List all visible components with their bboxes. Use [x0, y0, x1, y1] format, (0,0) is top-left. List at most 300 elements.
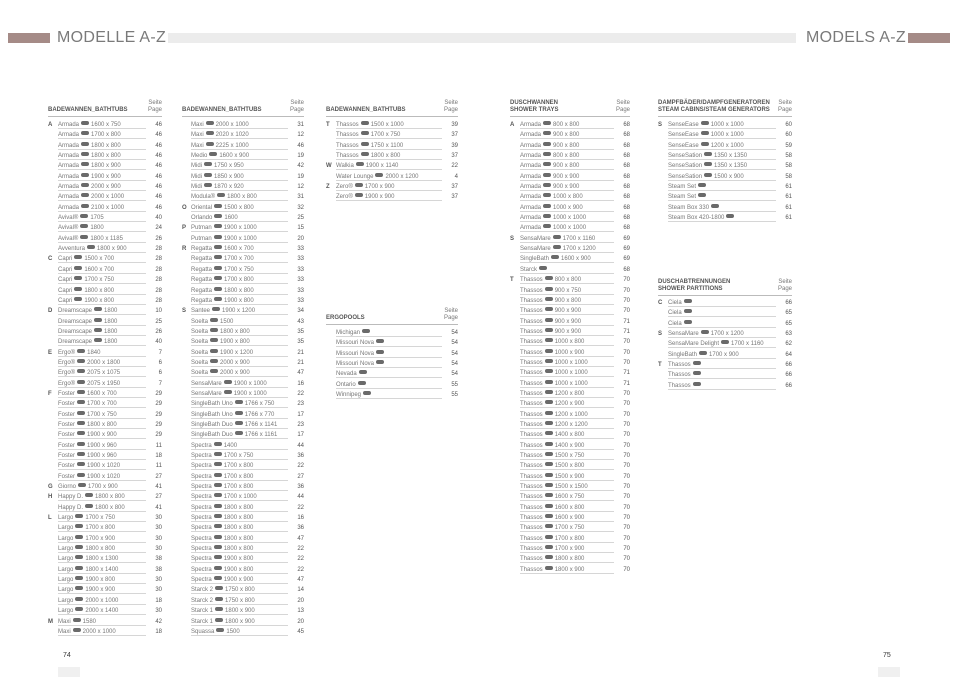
shape-icon [545, 493, 553, 497]
model-row [326, 349, 458, 359]
index-letter: T [510, 277, 514, 284]
page-number: 12 [297, 132, 304, 139]
model-name: Thassos [520, 525, 543, 532]
shape-icon [356, 162, 364, 166]
shape-icon [77, 421, 85, 425]
model-entry [520, 244, 614, 253]
shape-icon [206, 142, 214, 146]
model-entry [520, 306, 614, 315]
model-name: Spectra [191, 504, 212, 511]
column-heading [326, 96, 458, 117]
model-dimensions: 1900 x 1200 [222, 308, 256, 315]
model-entry [191, 337, 288, 346]
page-number: 59 [785, 142, 792, 149]
model-name: Spectra [191, 546, 212, 553]
model-row [510, 213, 630, 223]
model-entry [191, 575, 288, 584]
page-number: 13 [297, 608, 304, 615]
model-name: Spectra [191, 453, 212, 459]
model-entry [520, 503, 614, 512]
model-dimensions: 1700 x 700 [87, 401, 117, 408]
shape-icon [77, 411, 85, 415]
model-entry [58, 223, 146, 232]
page-number: 27 [155, 473, 162, 480]
index-letter: S [510, 235, 515, 242]
model-row [48, 430, 162, 440]
model-name: Thassos [520, 421, 543, 428]
model-dimensions: 1700 x 800 [91, 132, 121, 139]
model-dimensions: 1700 x 750 [370, 132, 401, 139]
model-name: Dreamscape [58, 328, 93, 335]
model-entry [191, 141, 288, 150]
shape-icon [214, 214, 222, 218]
model-name: Winnipeg [336, 392, 362, 399]
model-row [48, 130, 162, 140]
model-entry [58, 575, 146, 584]
shape-icon [376, 339, 384, 343]
model-name: Foster [58, 401, 76, 408]
model-name: SensaMare [191, 380, 222, 387]
model-entry [191, 151, 288, 160]
model-row [48, 410, 162, 420]
model-row [510, 544, 630, 554]
shape-icon [77, 380, 85, 384]
model-name: Ciela [668, 310, 682, 317]
shape-icon [545, 504, 553, 508]
model-name: Orlando [191, 215, 213, 222]
model-row [48, 286, 162, 296]
model-entry [336, 130, 442, 139]
page-number: 62 [785, 341, 792, 348]
model-name: Thassos [520, 494, 543, 501]
model-dimensions: 1600 x 800 [554, 504, 585, 511]
model-dimensions: 800 x 800 [553, 122, 580, 128]
model-row [182, 430, 304, 440]
model-entry [58, 617, 146, 626]
page-number: 22 [297, 566, 304, 573]
shape-icon [75, 555, 83, 559]
model-dimensions: 1800 x 900 [96, 246, 127, 253]
model-entry [336, 151, 442, 160]
model-entry [520, 348, 614, 357]
model-name: Ciela [668, 320, 682, 327]
model-row [510, 306, 630, 316]
page-number: 54 [451, 361, 458, 368]
model-dimensions: 1350 x 1350 [714, 153, 748, 160]
model-row [48, 182, 162, 192]
column-title: DAMPFBÄDER/DAMPFGENERATOREN STEAM CABINS/STEAM GENERATORS [658, 100, 770, 113]
shape-icon [214, 255, 222, 259]
model-name: Armada [58, 132, 80, 139]
model-dimensions: 1900 x 1020 [87, 463, 121, 470]
page-number: 66 [785, 362, 792, 369]
shape-icon [684, 299, 692, 303]
shape-icon [214, 235, 222, 239]
shape-icon [235, 431, 243, 435]
model-dimensions: 1766 x 1161 [244, 432, 278, 439]
model-name: Thassos [520, 349, 543, 356]
model-name: SenseEase [668, 132, 699, 139]
model-row [326, 120, 458, 130]
page-number: 41 [155, 504, 162, 511]
header-accent-right [908, 33, 950, 43]
model-row [658, 172, 792, 182]
model-name: Armada [520, 142, 542, 149]
model-name: Thassos [336, 132, 359, 139]
shape-icon [210, 318, 218, 322]
model-dimensions: 1700 x 900 [88, 484, 118, 491]
page-number: 42 [155, 618, 162, 625]
index-column [658, 96, 792, 223]
model-dimensions: 1000 x 1000 [553, 225, 587, 232]
model-entry [58, 379, 146, 388]
model-dimensions: 1800 x 800 [91, 153, 121, 160]
index-letter: D [48, 308, 53, 315]
model-entry [336, 192, 442, 201]
index-letter: G [48, 484, 53, 491]
page-number: 30 [155, 577, 162, 584]
model-name: Armada [520, 163, 542, 170]
model-entry [668, 319, 776, 328]
model-entry [58, 306, 146, 315]
model-row [182, 368, 304, 378]
model-dimensions: 1500 x 700 [84, 256, 115, 263]
model-entry [191, 451, 288, 460]
model-entry [336, 390, 442, 399]
model-name: Starck [520, 266, 538, 273]
page-number: 70 [623, 287, 630, 294]
page-number: 28 [155, 246, 162, 253]
model-name: Armada [520, 132, 542, 139]
model-name: Foster [58, 442, 76, 449]
model-entry [336, 161, 442, 170]
page-number: 17 [297, 411, 304, 418]
model-row [48, 223, 162, 233]
model-entry [191, 617, 288, 626]
model-name: Regatta [191, 287, 213, 294]
shape-icon [77, 369, 85, 373]
model-dimensions: 1000 x 800 [553, 194, 583, 201]
model-row [510, 151, 630, 161]
model-row [182, 275, 304, 285]
model-entry [58, 513, 146, 522]
page-number: 71 [623, 370, 630, 377]
model-name: SensaMare [668, 331, 699, 338]
model-row [48, 399, 162, 409]
model-entry [520, 130, 614, 139]
model-entry [668, 120, 776, 129]
model-row [182, 161, 304, 171]
model-entry [58, 327, 146, 336]
page-number: 70 [623, 339, 630, 346]
model-dimensions: 1580 [82, 618, 97, 625]
shape-icon [81, 131, 89, 135]
index-letter: M [48, 618, 53, 625]
page-number: 37 [451, 153, 458, 160]
model-name: Capri [58, 277, 73, 284]
model-dimensions: 1900 x 1140 [365, 163, 399, 170]
model-row [658, 120, 792, 130]
shape-icon [376, 360, 384, 364]
model-row [48, 234, 162, 244]
model-dimensions: 2000 x 1000 [91, 194, 125, 201]
model-row [182, 399, 304, 409]
shape-icon [74, 287, 82, 291]
page-number: 46 [155, 204, 162, 211]
shape-icon [701, 142, 709, 146]
model-name: SingleBath Uno [191, 401, 233, 408]
model-name: Maxi [191, 142, 204, 149]
model-dimensions: 1750 x 800 [225, 597, 255, 604]
page-number: 54 [451, 340, 458, 347]
model-name: Regatta [191, 277, 213, 284]
model-dimensions: 1800 x 800 [370, 153, 401, 160]
model-dimensions: 900 x 800 [553, 132, 580, 139]
model-name: Spectra [191, 535, 212, 542]
page-number: 33 [297, 266, 304, 273]
model-row [510, 172, 630, 182]
model-dimensions: 1800 x 800 [227, 194, 257, 201]
shape-icon [545, 462, 553, 466]
shape-icon [74, 276, 82, 280]
shape-icon [704, 152, 712, 156]
model-row [182, 482, 304, 492]
page-number: 26 [155, 235, 162, 242]
model-row [48, 513, 162, 523]
page-number: 33 [297, 246, 304, 253]
page-number: 60 [785, 122, 792, 128]
model-dimensions: 1500 x 900 [714, 173, 744, 180]
shape-icon [235, 411, 243, 415]
page-number: 54 [451, 350, 458, 357]
page-number: 68 [623, 215, 630, 222]
page-number: 24 [155, 225, 162, 232]
page-number: 70 [623, 546, 630, 553]
model-entry [668, 161, 776, 170]
model-name: Thassos [520, 411, 543, 418]
page-number: 58 [785, 163, 792, 170]
model-entry [191, 234, 288, 243]
model-entry [520, 513, 614, 522]
model-row [48, 523, 162, 533]
model-row [658, 370, 792, 380]
shape-icon [210, 349, 218, 353]
shape-icon [85, 504, 93, 508]
model-dimensions: 1700 x 750 [84, 277, 115, 284]
page-number: 6 [158, 370, 162, 377]
model-name: Largo [58, 525, 74, 532]
model-name: Thassos [336, 122, 359, 128]
model-name: Thassos [520, 318, 543, 325]
model-row [182, 585, 304, 595]
model-entry [58, 265, 146, 274]
model-entry [58, 410, 146, 419]
model-row [326, 328, 458, 338]
shape-icon [545, 400, 553, 404]
model-dimensions: 800 x 800 [554, 277, 582, 284]
model-entry [520, 420, 614, 429]
model-name: Ergo® [58, 359, 76, 366]
model-name: Spectra [191, 484, 212, 491]
model-entry [191, 182, 288, 191]
shape-icon [87, 245, 95, 249]
model-dimensions: 2000 x 1200 [385, 173, 419, 180]
model-entry [336, 369, 442, 378]
shape-icon [206, 131, 214, 135]
page-number: 46 [155, 132, 162, 139]
model-name: Thassos [520, 308, 543, 315]
model-dimensions: 1900 x 960 [87, 442, 117, 449]
shape-icon [204, 183, 212, 187]
model-row [326, 172, 458, 182]
model-entry [58, 451, 146, 460]
model-entry [668, 172, 776, 181]
model-name: Soelta [191, 359, 209, 366]
shape-icon [81, 121, 89, 125]
model-row [182, 130, 304, 140]
page-number: 66 [785, 300, 792, 306]
shape-icon [701, 330, 709, 334]
model-entry [58, 554, 146, 563]
model-row [182, 461, 304, 471]
model-dimensions: 1800 x 800 [223, 504, 254, 511]
model-row [510, 399, 630, 409]
model-dimensions: 1800 x 800 [223, 546, 254, 553]
page-number: 70 [623, 504, 630, 511]
model-dimensions: 1000 x 1000 [554, 380, 588, 387]
model-entry [191, 472, 288, 481]
page-number: 19 [297, 153, 304, 160]
shape-icon [355, 193, 363, 197]
model-name: Foster [58, 453, 76, 459]
model-dimensions: 1800 x 800 [95, 504, 125, 511]
model-dimensions: 1800 x 800 [220, 328, 250, 335]
shape-icon [693, 361, 701, 365]
model-entry [58, 389, 146, 398]
model-row [510, 286, 630, 296]
page-number: 37 [451, 194, 458, 201]
shape-icon [75, 597, 83, 601]
model-entry [520, 461, 614, 470]
model-name: Steam Box 330 [668, 204, 710, 211]
model-name: Steam Box 420-1800 [668, 215, 725, 222]
page-number: 22 [451, 163, 458, 170]
model-entry [668, 329, 776, 338]
shape-icon [545, 369, 553, 373]
model-row [510, 161, 630, 171]
model-dimensions: 1700 x 800 [224, 277, 254, 284]
model-name: SingleBath Uno [191, 411, 233, 418]
shape-icon [75, 586, 83, 590]
model-dimensions: 1900 x 900 [364, 194, 395, 201]
shape-icon [81, 152, 89, 156]
index-letter: T [326, 122, 330, 128]
model-row [48, 461, 162, 471]
page-number-right: 75 [883, 652, 891, 659]
page-number: 68 [623, 225, 630, 232]
model-row [48, 161, 162, 171]
model-name: Armada [58, 153, 80, 160]
model-name: Regatta [191, 246, 213, 253]
model-list [658, 298, 792, 391]
model-name: Oriental [191, 204, 213, 211]
model-entry [191, 389, 288, 398]
model-name: Thassos [520, 380, 543, 387]
model-row [510, 234, 630, 244]
shape-icon [77, 359, 85, 363]
page-number: 70 [623, 535, 630, 542]
page-label: Seite Page [777, 279, 792, 292]
model-entry [191, 203, 288, 212]
page-number: 44 [297, 442, 304, 449]
index-column-section [326, 304, 458, 400]
model-entry [520, 389, 614, 398]
column-title: BADEWANNEN_BATHTUBS [48, 107, 128, 113]
shape-icon [75, 576, 83, 580]
shape-icon [235, 400, 243, 404]
page-number: 70 [623, 473, 630, 480]
shape-icon [210, 338, 218, 342]
index-letter: W [326, 163, 332, 170]
shape-icon [75, 566, 83, 570]
model-row [48, 306, 162, 316]
model-entry [58, 120, 146, 129]
model-name: Soelta [191, 328, 209, 335]
page-number: 33 [297, 256, 304, 263]
model-name: Michigan [336, 330, 361, 336]
model-row [510, 223, 630, 233]
shape-icon [704, 173, 712, 177]
model-entry [191, 130, 288, 139]
model-name: SensaMare [520, 235, 551, 242]
model-row [182, 223, 304, 233]
shape-icon [545, 359, 553, 363]
model-dimensions: 1700 x 750 [223, 453, 254, 459]
model-dimensions: 1800 x 800 [87, 421, 117, 428]
model-name: Soelta [191, 370, 209, 377]
model-dimensions: 1200 x 1000 [554, 411, 588, 418]
shape-icon [77, 390, 85, 394]
model-name: Ontario [336, 381, 356, 388]
page-number: 60 [785, 132, 792, 139]
shape-icon [721, 340, 729, 344]
index-column-section [658, 275, 792, 391]
page-number: 69 [623, 235, 630, 242]
model-name: Foster [58, 390, 76, 397]
page-number: 18 [155, 453, 162, 459]
shape-icon [74, 255, 82, 259]
page-number: 18 [155, 597, 162, 604]
shape-icon [210, 328, 218, 332]
model-name: Spectra [191, 566, 212, 573]
index-letter: C [658, 300, 663, 306]
page-number: 36 [297, 484, 304, 491]
model-list [326, 328, 458, 400]
page-number: 61 [785, 215, 792, 222]
shape-icon [214, 535, 222, 539]
model-name: Foster [58, 411, 76, 418]
model-row [182, 492, 304, 502]
model-row [182, 151, 304, 161]
model-name: Foster [58, 421, 76, 428]
model-dimensions: 900 x 800 [553, 142, 580, 149]
model-name: Ciela [668, 300, 682, 306]
model-row [182, 296, 304, 306]
page-number: 70 [623, 556, 630, 563]
column-heading [658, 96, 792, 117]
model-name: Maxi [191, 132, 204, 139]
model-name: Spectra [191, 577, 212, 584]
